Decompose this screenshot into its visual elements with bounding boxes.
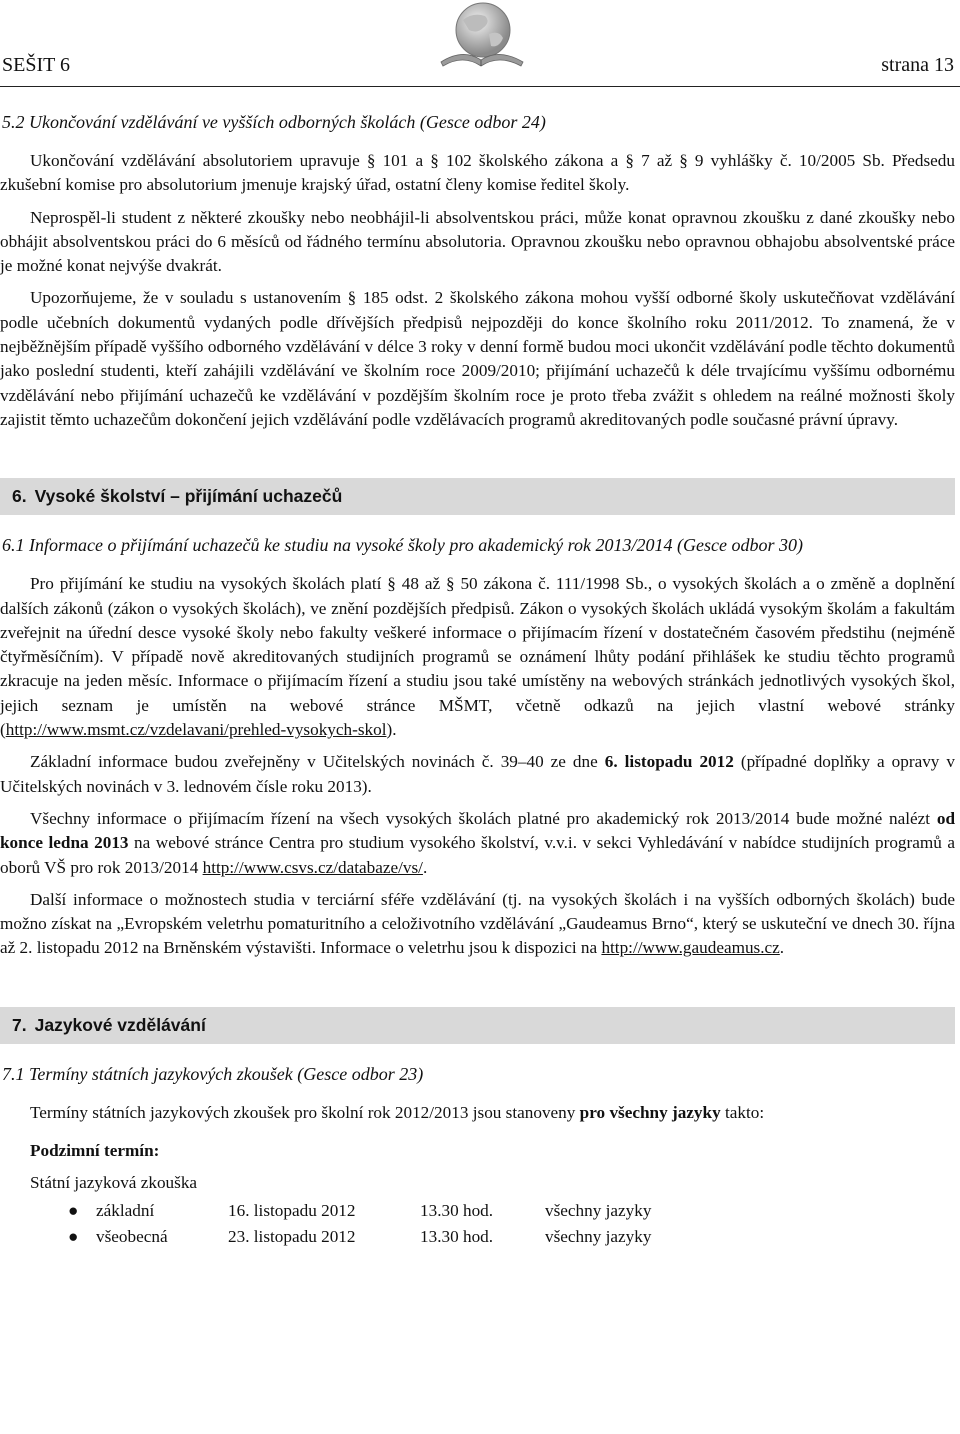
- header-page-number: strana 13: [881, 54, 954, 76]
- exam-date: 23. listopadu 2012: [228, 1226, 356, 1246]
- bullet-icon: ●: [68, 1200, 79, 1220]
- text: .: [422, 857, 428, 877]
- paragraph: [0, 807, 955, 880]
- exam-time: 13.30 hod.: [420, 1226, 494, 1246]
- bold-text: pro všechny jazyky: [579, 1102, 721, 1122]
- exam-type: základní: [96, 1200, 155, 1220]
- section-heading: [0, 478, 955, 515]
- exam-type: všeobecná: [96, 1226, 168, 1246]
- main-content: [0, 110, 955, 1250]
- subsection-title: 5.2 Ukončování vzdělávání ve vyšších odborných školách (Gesce odbor 24): [2, 112, 546, 132]
- paragraph: [0, 572, 955, 742]
- msmt-link[interactable]: http://www.msmt.cz/vzdelavani/prehled-vysokych-skol: [5, 720, 387, 740]
- list-item: [0, 1224, 955, 1250]
- bold-date: 6. listopadu 2012: [604, 752, 734, 772]
- paragraph: Neprospěl-li student z některé zkoušky nebo neobhájil-li absolventskou práci, může konat opravnou zkoušku z dané zkoušky nebo obhájit absolventskou práci do 6 měsíců od řádného termínu absolutoria. Opravnou zkoušku nebo opravnou obhajobu absolventské práce je možné konat nejvýše dvakrát.: [0, 207, 955, 276]
- section-title: Jazykové vzdělávání: [34, 1014, 206, 1035]
- paragraph: [0, 888, 955, 961]
- text: na webové stránce Centra pro studium vysokého školství, v.v.i. v sekci Vyhledávání v nabídce studijních programů a oborů VŠ pro rok 2013/2014: [0, 833, 955, 877]
- exam-date: 16. listopadu 2012: [228, 1200, 356, 1220]
- header-issue: SEŠIT 6: [2, 54, 70, 76]
- text: Všechny informace o přijímacím řízení na všech vysokých školách platné pro akademický rok 2013/2014 bude možné nalézt: [30, 808, 937, 828]
- gaudeamus-link[interactable]: http://www.gaudeamus.cz: [601, 938, 780, 958]
- exam-label: Státní jazyková zkouška: [30, 1173, 198, 1193]
- section-heading: [0, 1007, 955, 1044]
- subsection-title: 7.1 Termíny státních jazykových zkoušek (Gesce odbor 23): [2, 1063, 424, 1084]
- exam-time: 13.30 hod.: [420, 1200, 494, 1220]
- bold-date: od konce ledna 2013: [0, 808, 955, 853]
- section-title: Vysoké školství – přijímání uchazečů: [34, 486, 343, 507]
- text: Pro přijímání ke studiu na vysokých školách platí § 48 až § 50 zákona č. 111/1998 Sb., o vysokých školách a o změně a doplnění dalších zákonů (zákon o vysokých školách), ve znění pozdějších předpisů. Zákon o vysokých školách ukládá vysokým školám a fakultám zveřejnit na úřední desce vysoké školy nebo fakulty veškeré informace o přijímacím řízení v dostatečném časovém předstihu (nejméně čtyřměsíčním). V případě nově akreditovaných studijních programů se oznámení lhůty podání přihlášek ke studiu těchto programů zkracuje na jeden měsíc. Informace o přijímacím řízení a studiu jsou také umístěny na webových stránkách jednotlivých vysokých škol, jejich seznam je umístěn na webové stránce MŠMT, včetně odkazů na jejich vlastní webové stránky (: [0, 574, 955, 740]
- bullet-icon: ●: [68, 1226, 79, 1246]
- list-item: [0, 1198, 955, 1224]
- text: Další informace o možnostech studia v terciární sféře vzdělávání (tj. na vysokých školách i na vyšších odborných školách) bude možno získat na „Evropském veletrhu pomaturitního a celoživotního vzdělávání „Gaudeamus Brno“, který se uskuteční ve dnech 30. října až 2. listopadu 2012 na Brněnském výstavišti. Informace o veletrhu jsou k dispozici na: [0, 889, 955, 958]
- text: Základní informace budou zveřejněny v Učitelských novinách č. 39–40 ze dne: [30, 752, 605, 772]
- csvs-link[interactable]: http://www.csvs.cz/databaze/vs/: [202, 857, 423, 877]
- text: ).: [386, 720, 397, 740]
- header-divider: [0, 86, 960, 87]
- section-number: 7.: [12, 1014, 27, 1035]
- globe-book-logo-icon: [433, 0, 529, 72]
- text: (případné doplňky a opravy v Učitelských novinách v 3. lednovém čísle roku 2013).: [0, 752, 955, 796]
- section-number: 6.: [12, 486, 27, 507]
- paragraph: [0, 1101, 955, 1125]
- paragraph: [0, 750, 955, 799]
- exam-languages: všechny jazyky: [545, 1200, 652, 1220]
- subsection-title: 6.1 Informace o přijímání uchazečů ke studiu na vysoké školy pro akademický rok 2013/2014 (Gesce odbor 30): [2, 535, 803, 556]
- paragraph: Ukončování vzdělávání absolutoriem upravuje § 101 a § 102 školského zákona a § 7 až § 9 vyhlášky č. 10/2005 Sb. Předsedu zkušební komise pro absolutorium jmenuje krajský úřad, ostatní členy komise ředitel školy.: [0, 151, 955, 195]
- term-label: Podzimní termín:: [30, 1141, 160, 1161]
- text: Termíny státních jazykových zkoušek pro školní rok 2012/2013 jsou stanoveny: [30, 1102, 580, 1122]
- text: .: [779, 938, 785, 958]
- exam-languages: všechny jazyky: [545, 1226, 652, 1246]
- text: takto:: [720, 1102, 765, 1122]
- exam-date-list: [0, 1198, 955, 1250]
- paragraph: Upozorňujeme, že v souladu s ustanovením § 185 odst. 2 školského zákona mohou vyšší odborné školy uskutečňovat vzdělávání podle učebních dokumentů vydaných podle dřívějších předpisů nejpozději do konce školního roku 2011/2012. To znamená, že v nejběžnějším případě vyššího odborného vzdělávání v délce 3 roky v denní formě budou moci ukončit vzdělávání podle těchto dokumentů jako poslední studenti, kteří zahájili vzdělávání ve školním roce 2009/2010; přijímání uchazečů k déle trvajícímu vyššímu odbornému vzdělávání nebo přijímání uchazečů ke vzdělávání v pozdějším školním roce je proto třeba zvážit s ohledem na reálné možnosti školy zajistit těmto uchazečům dokončení jejich vzdělávání podle vzdělávacích programů akreditovaných podle současné právní úpravy.: [0, 288, 955, 429]
